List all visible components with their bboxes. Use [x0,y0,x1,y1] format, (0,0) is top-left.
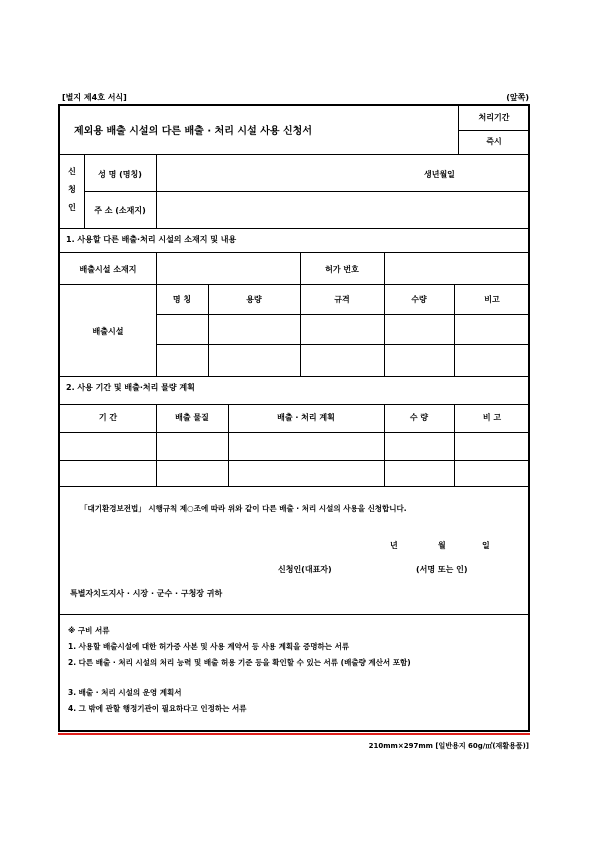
col-amount: 수 량 [409,413,429,422]
date-day: 일 [482,541,490,550]
processing-period-value: 즉시 [486,137,502,146]
applicant-signature-label: 신청인(대표자) [278,565,332,574]
col-spec: 규격 [334,295,350,304]
date-month: 월 [438,541,446,550]
col-substance: 배출 물질 [175,413,209,422]
section2-heading: 2. 사용 기간 및 배출·처리 물량 계획 [66,383,195,392]
form-number: [별지 제4호 서식] [62,93,127,102]
notes-heading: ※ 구비 서류 [68,626,110,635]
applicant-label-2: 청 [68,185,76,194]
note-item-3: 3. 배출 · 처리 시설의 운영 계획서 [68,688,182,697]
note-item-4: 4. 그 밖에 관할 행정기관이 필요하다고 인정하는 서류 [68,704,247,713]
note-item-2: 2. 다른 배출 · 처리 시설의 처리 능력 및 배출 허용 기준 등을 확인할 수 있는 서류 (배출량 계산서 포함) [68,658,411,667]
applicant-label-3: 인 [68,203,76,212]
col-note: 비 고 [482,413,502,422]
address-label: 주 소 (소재지) [94,206,146,215]
addressee: 특별자치도지사 · 시장 · 군수 · 구청장 귀하 [70,589,223,598]
signature-field[interactable]: (서명 또는 인) [416,565,468,574]
note-item-1: 1. 사용할 배출시설에 대한 허가증 사본 및 사용 계약서 등 사용 계획을 증명하는 서류 [68,642,350,651]
col-remark: 비고 [484,295,500,304]
name-label: 성 명 (명칭) [98,170,142,179]
bottom-red-rule [58,733,530,735]
section1-heading: 1. 사용할 다른 배출·처리 시설의 소재지 및 내용 [66,235,237,244]
processing-period-label: 처리기간 [478,113,510,122]
permit-number-label: 허가 번호 [325,265,359,274]
declaration-text: 「대기환경보전법」 시행규칙 제○조에 따라 위와 같이 다른 배출 · 처리 시설의 사용을 신청합니다. [80,504,407,513]
form-title: 제외용 배출 시설의 다른 배출 · 처리 시설 사용 신청서 [74,126,312,137]
col-quantity: 수량 [411,295,427,304]
page-side: (앞쪽) [506,93,529,102]
facility-label: 배출시설 [92,327,124,336]
col-period: 기 간 [98,413,118,422]
paper-spec: 210mm×297mm [일반용지 60g/㎡(재활용품)] [368,742,529,750]
date-year: 년 [390,541,398,550]
col-capacity: 용량 [246,295,262,304]
facility-location-label: 배출시설 소재지 [79,265,137,274]
birthdate-label: 생년월일 [424,170,455,179]
col-name: 명 칭 [172,295,192,304]
application-form [58,104,530,732]
applicant-label-1: 신 [68,167,76,176]
col-plan: 배출 · 처리 계획 [277,413,335,422]
